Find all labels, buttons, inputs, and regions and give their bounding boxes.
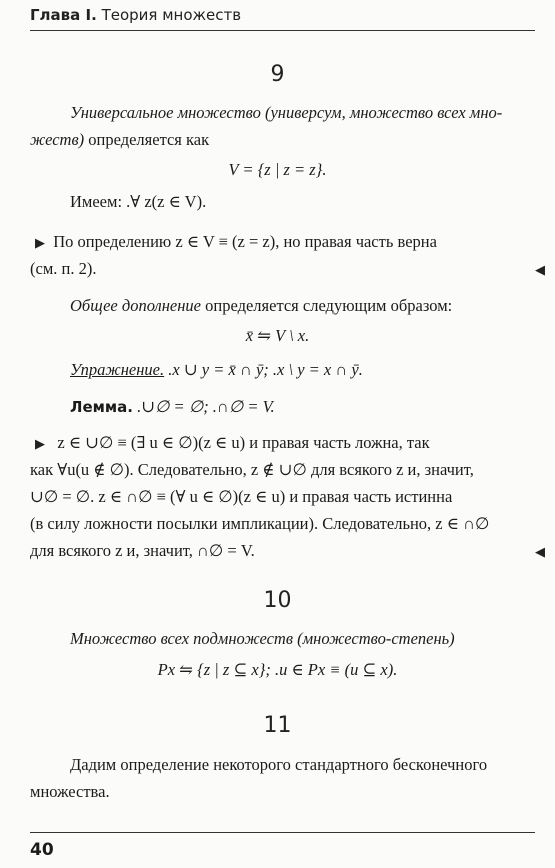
formula-power-set: Px ⇋ {z | z ⊆ x}; .u ∈ Px ≡ (u ⊆ x).	[157, 660, 398, 679]
proof-start-marker-icon: ▶	[35, 235, 45, 251]
lemma-label: Лемма.	[70, 398, 133, 416]
proof-2-line2: как ∀u(u ∉ ∅). Следовательно, z ∉ ∪∅ для всякого z и, значит,	[30, 460, 474, 479]
lemma-formula: .∪∅ = ∅; .∩∅ = V.	[132, 397, 275, 416]
universal-set-def-line2	[30, 130, 209, 150]
proof-2-text-1: z ∈ ∪∅ ≡ (∃ u ∈ ∅)(z ∈ u) и правая часть ложна, так	[57, 433, 430, 452]
lemma	[70, 397, 275, 417]
complement-term: Общее дополнение	[70, 296, 202, 315]
section-number-10: 10	[263, 588, 292, 613]
proof-end-marker-icon: ◀	[535, 544, 545, 559]
section-number-11: 11	[263, 713, 292, 738]
header-rule	[30, 30, 535, 31]
proof-1-text: По определению z ∈ V ≡ (z = z), но правая часть верна	[53, 232, 437, 251]
proof-start-marker-icon: ▶	[35, 436, 45, 452]
complement-def	[70, 296, 452, 316]
have-statement: Имеем: .∀ z(z ∈ V).	[70, 192, 207, 211]
proof-2-line3: ∪∅ = ∅. z ∈ ∩∅ ≡ (∀ u ∈ ∅)(z ∈ u) и правая часть истинна	[30, 487, 453, 506]
footer-rule	[30, 832, 535, 833]
complement-def-rest: определяется следующим образом:	[201, 296, 453, 315]
section-11-line2: множества.	[30, 782, 110, 801]
universal-set-def-line1	[70, 103, 502, 123]
running-header	[30, 6, 530, 24]
universal-set-term: Универсальное множество (универсум, множество всех мно-	[70, 103, 503, 122]
exercise-formula: .x ∪ y = x̄ ∩ ȳ; .x \ y = x ∩ ȳ.	[164, 360, 363, 379]
universal-set-term-cont: жеств)	[30, 130, 85, 149]
exercise	[70, 360, 363, 380]
page-number: 40	[30, 840, 54, 860]
universal-set-def-rest: определяется как	[84, 130, 210, 149]
proof-1-line1	[35, 232, 437, 252]
section-11-line1: Дадим определение некоторого стандартного бесконечного	[70, 755, 488, 774]
chapter-label: Глава I.	[30, 6, 97, 24]
power-set-title: Множество всех подмножеств (множество-степень)	[70, 629, 455, 648]
formula-universal-set: V = {z | z = z}.	[228, 160, 327, 179]
proof-end-marker-icon: ◀	[535, 262, 545, 277]
section-number-9: 9	[270, 62, 285, 87]
proof-2-line5: для всякого z и, значит, ∩∅ = V.	[30, 541, 255, 560]
formula-complement: x̄ ⇋ V \ x.	[245, 326, 310, 345]
proof-2-line4: (в силу ложности посылки импликации). Следовательно, z ∈ ∩∅	[30, 514, 490, 533]
exercise-label: Упражнение.	[70, 360, 165, 379]
chapter-title: Теория множеств	[101, 6, 242, 24]
proof-2-line1	[35, 433, 430, 453]
proof-1-line2: (см. п. 2).	[30, 259, 97, 278]
